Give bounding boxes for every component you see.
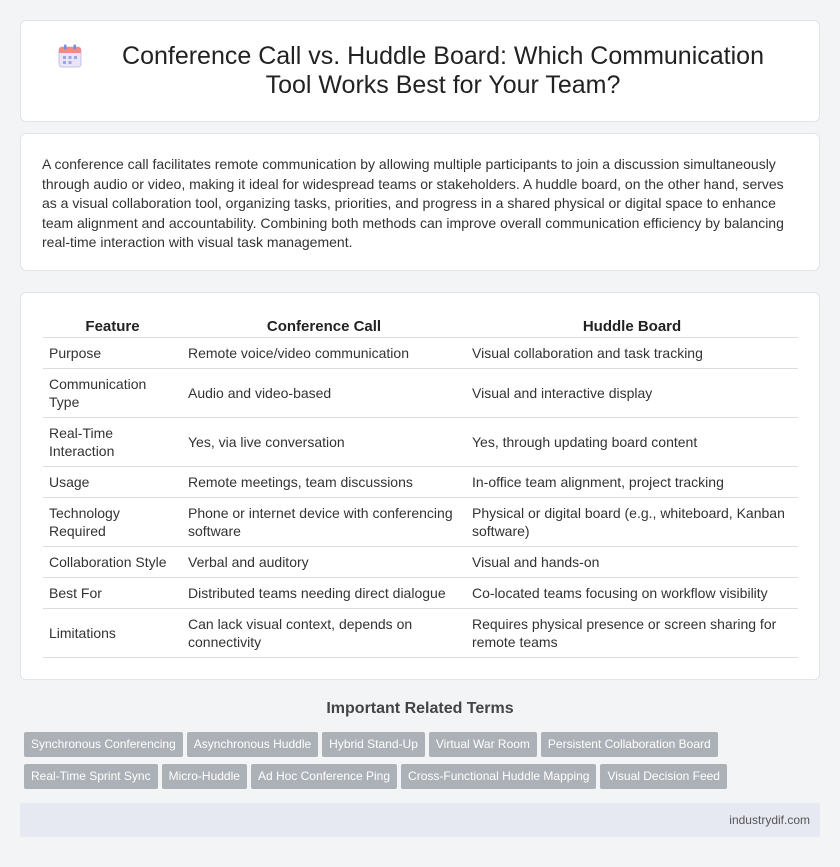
related-terms-title: Important Related Terms xyxy=(326,700,514,717)
table-row xyxy=(43,467,798,498)
related-term-tag[interactable]: Synchronous Conferencing xyxy=(24,732,183,757)
table-row xyxy=(43,609,798,658)
comparison-table-card xyxy=(20,292,820,680)
feature-cell: Real-Time Interaction xyxy=(43,418,182,467)
huddle-board-cell: In-office team alignment, project tracking xyxy=(466,467,798,498)
related-term-tag[interactable]: Real-Time Sprint Sync xyxy=(24,764,158,789)
related-term-tag[interactable]: Hybrid Stand-Up xyxy=(322,732,425,757)
related-term-tag[interactable]: Ad Hoc Conference Ping xyxy=(251,764,397,789)
related-term-tag[interactable]: Cross-Functional Huddle Mapping xyxy=(401,764,596,789)
conference-call-cell: Verbal and auditory xyxy=(182,547,466,578)
table-header-row xyxy=(43,315,798,338)
feature-cell: Communication Type xyxy=(43,369,182,418)
conference-call-cell: Remote meetings, team discussions xyxy=(182,467,466,498)
feature-cell: Usage xyxy=(43,467,182,498)
table-row xyxy=(43,547,798,578)
header-conference-call: Conference Call xyxy=(182,315,466,338)
conference-call-cell: Can lack visual context, depends on connectivity xyxy=(182,609,466,658)
related-term-tag[interactable]: Persistent Collaboration Board xyxy=(541,732,718,757)
header-feature: Feature xyxy=(43,315,182,338)
feature-cell: Collaboration Style xyxy=(43,547,182,578)
feature-cell: Best For xyxy=(43,578,182,609)
huddle-board-cell: Yes, through updating board content xyxy=(466,418,798,467)
huddle-board-cell: Physical or digital board (e.g., whiteboard, Kanban software) xyxy=(466,498,798,547)
huddle-board-cell: Requires physical presence or screen sharing for remote teams xyxy=(466,609,798,658)
table-row xyxy=(43,578,798,609)
related-term-tag[interactable]: Visual Decision Feed xyxy=(600,764,727,789)
related-terms-tags xyxy=(24,732,820,796)
related-term-tag[interactable]: Micro-Huddle xyxy=(162,764,247,789)
comparison-table xyxy=(43,315,798,658)
page-title: Conference Call vs. Huddle Board: Which Communication Tool Works Best for Your Team? xyxy=(122,42,764,99)
feature-cell: Purpose xyxy=(43,338,182,369)
feature-cell: Limitations xyxy=(43,609,182,658)
feature-cell: Technology Required xyxy=(43,498,182,547)
table-row xyxy=(43,338,798,369)
huddle-board-cell: Visual and hands-on xyxy=(466,547,798,578)
header-huddle-board: Huddle Board xyxy=(466,315,798,338)
table-row xyxy=(43,418,798,467)
related-term-tag[interactable]: Virtual War Room xyxy=(429,732,537,757)
conference-call-cell: Yes, via live conversation xyxy=(182,418,466,467)
table-row xyxy=(43,498,798,547)
table-row xyxy=(43,369,798,418)
conference-call-cell: Distributed teams needing direct dialogue xyxy=(182,578,466,609)
footer-site-link[interactable]: industrydif.com xyxy=(729,813,810,827)
footer xyxy=(20,803,820,837)
related-term-tag[interactable]: Asynchronous Huddle xyxy=(187,732,318,757)
huddle-board-cell: Co-located teams focusing on workflow visibility xyxy=(466,578,798,609)
huddle-board-cell: Visual and interactive display xyxy=(466,369,798,418)
conference-call-cell: Remote voice/video communication xyxy=(182,338,466,369)
calendar-icon xyxy=(57,43,83,69)
intro-card xyxy=(20,133,820,271)
title-card xyxy=(20,20,820,122)
conference-call-cell: Phone or internet device with conferencing software xyxy=(182,498,466,547)
conference-call-cell: Audio and video-based xyxy=(182,369,466,418)
huddle-board-cell: Visual collaboration and task tracking xyxy=(466,338,798,369)
intro-paragraph: A conference call facilitates remote communication by allowing multiple participants to join a discussion simultaneously through audio or video, making it ideal for widespread teams or stakeholders. A huddle board, on the other hand, serves as a visual collaboration tool, organizing tasks, priorities, and progress in a shared physical or digital space to enhance team alignment and accountability. Combining both methods can improve overall communication efficiency by balancing real-time interaction with visual task management. xyxy=(42,156,784,250)
